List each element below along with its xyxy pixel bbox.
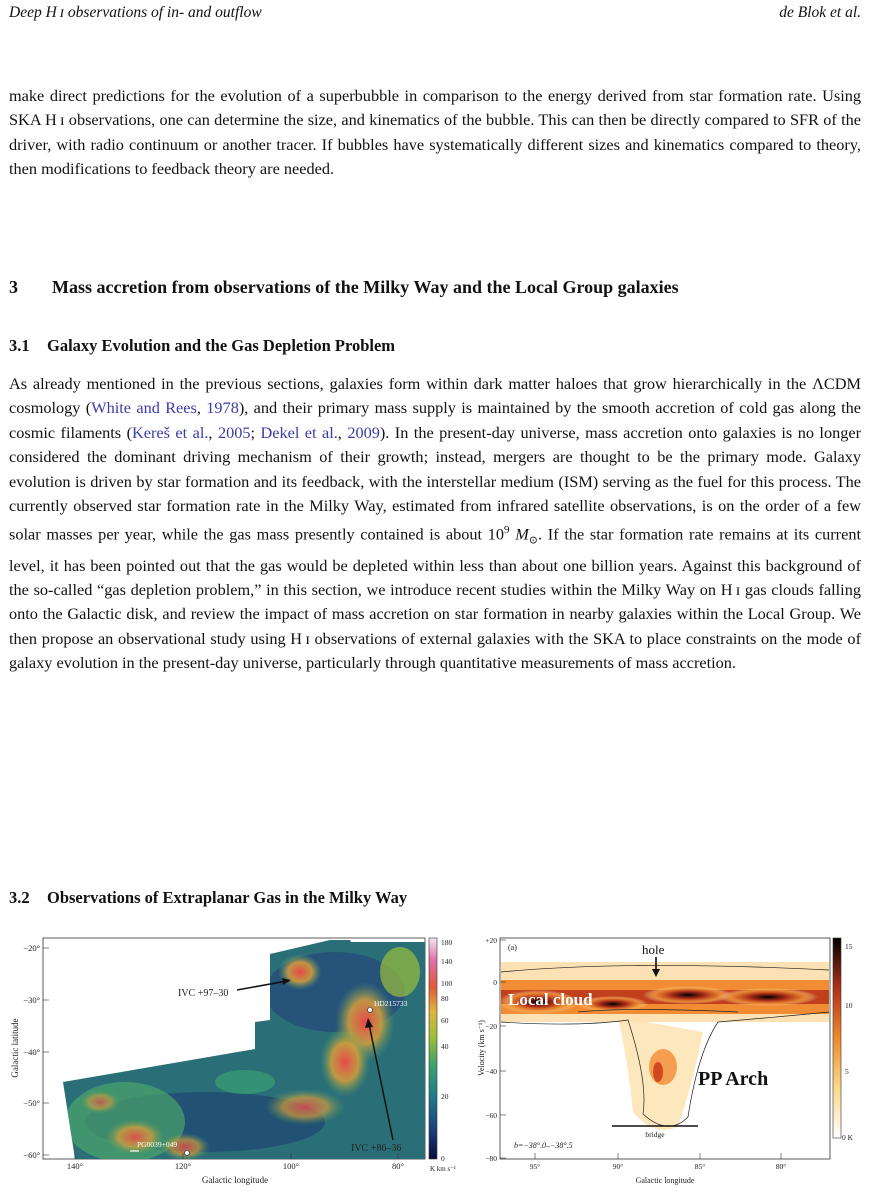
citation-year-link[interactable]: 2009 [347,422,380,442]
colorbar-tick: 40 [441,1042,449,1051]
colorbar-tick: 100 [441,979,453,988]
exponent: 9 [504,524,510,537]
x-tick-label: 90° [612,1162,624,1171]
star-marker-icon [185,1151,190,1156]
y-tick-label: 0 [493,978,497,987]
y-tick-label: −60° [23,1150,40,1160]
local-cloud-label: Local cloud [508,990,593,1009]
y-tick-label: +20 [485,936,497,945]
section-3-2-heading [9,888,407,908]
lv-diagram-figure [478,932,868,1192]
y-tick-label: −20° [23,943,40,953]
ivc-97-label: IVC +97–30 [178,988,229,999]
text-run: , [337,422,348,442]
section-3-1-heading [9,336,395,356]
colorbar-tick: 60 [441,1016,449,1025]
x-tick-label: 100° [282,1161,300,1171]
x-tick-label: 80° [392,1161,404,1171]
colorbar-tick: 80 [441,994,449,1003]
x-tick-label: 140° [66,1161,84,1171]
solar-mass-symbol: M [515,524,529,544]
x-axis-label: Galactic longitude [635,1176,695,1185]
y-tick-label: −40 [485,1067,497,1076]
colorbar-tick: 5 [845,1067,849,1076]
colorbar [429,938,437,1159]
colorbar-tick: 10 [845,1001,853,1010]
subsection-number: 3.1 [9,336,30,355]
colorbar-unit: K km s⁻¹ [430,1165,457,1173]
colorbar-tick: 140 [441,957,453,966]
star-marker-icon [368,1008,373,1013]
pg-star-label: PG0039+049 [137,1140,178,1149]
x-tick-label: 120° [174,1161,192,1171]
text-run: , [196,398,207,418]
pp-arch-label: PP Arch [698,1068,769,1090]
y-tick-label: −30° [23,995,40,1005]
x-tick-label: 95° [529,1162,541,1171]
colorbar-tick: 180 [441,938,453,947]
hole-label: hole [642,942,665,957]
text-run: , [208,422,218,442]
x-tick-label: 80° [775,1162,787,1171]
subsection-title: Observations of Extraplanar Gas in the Milky Way [47,888,408,907]
text-run: ). In the present-day universe, mass accretion onto galaxies is no longer considered the dominant driving mechanism of their growth; instead, mergers are thought to be the primary mode. Galaxy evolution is driven by star formation and its feedback, with the interstellar medium (ISM) serving as the fuel for this process. The currently observed star formation rate in the Milky Way, estimated from infrared satellite observations, is on the order of a few solar masses per year, while the gas mass presently contained is about 10 [9,422,862,544]
colorbar-tick: 15 [845,942,853,951]
x-tick-label: 85° [694,1162,706,1171]
bridge-label: bridge [645,1130,665,1139]
running-header-title: Deep H ɪ observations of in- and outflow [9,4,262,21]
colorbar-tick: 20 [441,1092,449,1101]
panel-label: (a) [508,943,517,952]
running-header-authors: de Blok et al. [779,4,861,21]
citation-link[interactable]: White and Rees [91,398,197,418]
colorbar-tick: 0 K [842,1133,854,1142]
text-run: As already mentioned in the previous sections, galaxies form within dark matter haloes that grow hierarchically in the ΛCDM cosmology ( [9,374,861,418]
x-axis-label: Galactic longitude [201,1175,269,1185]
colorbar-tick: 0 [441,1154,445,1163]
section-3-heading [9,277,679,298]
latitude-range-label: b=−38°.0–−38°.5 [514,1141,573,1150]
y-tick-label: −50° [23,1098,40,1108]
citation-link[interactable]: Dekel et al. [260,422,338,442]
ivc-86-label: IVC +86–36 [351,1143,402,1154]
y-tick-label: −60 [485,1111,497,1120]
text-run: ; [250,422,261,442]
citation-link[interactable]: Kereš et al. [132,422,209,442]
intro-paragraph: make direct predictions for the evolution of a superbubble in comparison to the energy derived from star formation rate. Using SKA H ɪ observations, one can determine the size, and kinematics of the bubble. This can then be directly compared to SFR of the driver, with radio continuum or another tracer. If bubbles have systematically different sizes and kinematics compared to theory, then modifications to feedback theory are needed. [9,86,861,179]
text-run: ), and their primary mass supply is maintained by the smooth accretion of cold gas along the cosmic filaments ( [9,398,862,442]
colorbar [833,938,841,1138]
subsection-title: Galaxy Evolution and the Gas Depletion Problem [47,336,396,355]
hi-column-density-map-figure [5,932,475,1192]
citation-year-link[interactable]: 2005 [217,422,251,442]
y-axis-label: Velocity (km s⁻¹) [477,1020,486,1076]
text-run: . If the star formation rate remains at its current level, it has been pointed out that the gas would be depleted within less than about one billion years. Against this background of the so-called “gas depletion problem,” in this section, we introduce recent studies within the Milky Way on H ɪ gas clouds falling onto the Galactic disk, and review the impact of mass accretion on star formation in nearby galaxies within the Local Group. We then propose an observational study using H ɪ observations of external galaxies with the SKA to place constraints on the mode of galaxy evolution in the present-day universe, particularly through quantitative measurements of mass accretion. [9,524,861,673]
y-tick-label: −40° [23,1047,40,1057]
y-axis-label: Galactic latitude [10,1018,20,1078]
section-3-1-paragraph [9,372,861,676]
y-tick-label: −20 [485,1022,497,1031]
sun-subscript: ⊙ [528,535,538,548]
section-title: Mass accretion from observations of the Milky Way and the Local Group galaxies [52,277,679,297]
subsection-number: 3.2 [9,888,30,907]
y-tick-label: −80 [485,1154,497,1163]
section-number: 3 [9,277,18,297]
hd-star-label: HD215733 [374,999,408,1008]
citation-year-link[interactable]: 1978 [206,398,239,418]
